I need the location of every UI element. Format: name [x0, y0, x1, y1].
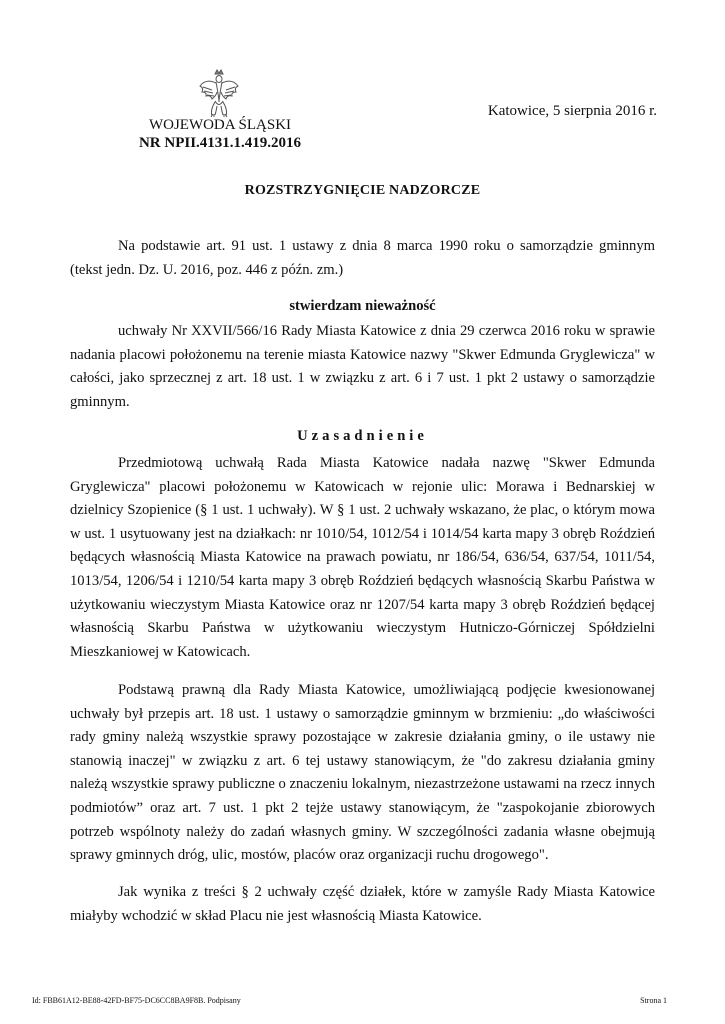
justification-paragraph-1 [70, 452, 655, 664]
p1-line-9: Mieszkaniowej w Katowicach. [70, 643, 251, 660]
resolution-paragraph [70, 320, 655, 414]
issuing-authority [120, 116, 320, 152]
authority-name: WOJEWODA ŚLĄSKI [148, 117, 292, 133]
polish-eagle-emblem-icon [198, 68, 240, 118]
p2-line-7: potrzeb wspólnoty należy do zadań własnych gminy. W szczególności zadania własne obejmują [70, 823, 655, 840]
p1-line-4: w ust. 1 usytuowany jest na działkach: nr 1010/54, 1012/54 i 1014/54 karta mapy 3 obręb Roździeń [70, 525, 655, 542]
p2-line-4: stanowią inaczej" w związku z art. 6 tej ustawy stanowiącym, że "do zakresu działania gminy [70, 752, 655, 769]
legal-basis-paragraph [70, 235, 655, 282]
resolution-line-1: uchwały Nr XXVII/566/16 Rady Miasta Katowice z dnia 29 czerwca 2016 roku w sprawie [118, 323, 655, 339]
place-and-date: Katowice, 5 sierpnia 2016 r. [487, 103, 657, 119]
p1-line-1: Przedmiotową uchwałą Rada Miasta Katowice nadała nazwę "Skwer Edmunda [118, 455, 655, 471]
document-title: ROZSTRZYGNIĘCIE NADZORCZE [244, 183, 481, 198]
page-number: Strona 1 [640, 996, 667, 1005]
resolution-line-3: całości, jako sprzecznej z art. 18 ust. 1 w związku z art. 6 i 7 ust. 1 pkt 2 ustawy o samorządzie [70, 370, 655, 387]
p1-line-6: 1013/54, 1206/54 i 1210/54 karta mapy 3 obręb Roździeń będących własnością Skarbu Państwa w [70, 572, 655, 589]
p2-line-8: sprawy gminnych dróg, ulic, mostów, placów oraz organizacji ruchu drogowego". [70, 847, 549, 864]
p1-line-3: dzielnicy Szopienice (§ 1 ust. 1 uchwały). W § 1 ust. 2 uchwały wskazano, że plac, o którym mowa [70, 502, 655, 519]
justification-paragraph-3 [70, 881, 655, 928]
resolution-line-4: gminnym. [70, 393, 130, 410]
p3-line-2: miałyby wchodzić w skład Placu nie jest własnością Miasta Katowice. [70, 907, 482, 924]
legal-basis-line-1: Na podstawie art. 91 ust. 1 ustawy z dnia 8 marca 1990 roku o samorządzie gminnym [118, 238, 655, 254]
justification-heading: Uzasadnienie [297, 428, 428, 444]
p1-line-5: będących własnością Miasta Katowice na prawach powiatu, nr 186/54, 636/54, 637/54, 1011/54, [70, 549, 655, 566]
p1-line-8: własnością Skarbu Państwa w użytkowaniu wieczystym Hutniczo-Górniczej Spółdzielni [70, 620, 655, 637]
resolution-line-2: nadania placowi położonemu na terenie miasta Katowice nazwy "Skwer Edmunda Gryglewicza" w [70, 346, 655, 363]
decision-heading: stwierdzam nieważność [289, 298, 436, 314]
p2-line-3: rady gminy należą wszystkie sprawy pozostające w zakresie działania gminy, o ile ustawy nie [70, 729, 655, 746]
p2-line-2: uchwały był przepis art. 18 ust. 1 ustawy o samorządzie gminnym w brzmieniu: „do właściwości [70, 705, 655, 722]
p3-line-1: Jak wynika z treści § 2 uchwały część działek, które w zamyśle Rady Miasta Katowice [118, 884, 655, 900]
p2-line-5: należą wszystkie sprawy publiczne o znaczeniu lokalnym, niezastrzeżone ustawami na rzecz innych [70, 776, 655, 793]
p1-line-7: użytkowaniu wieczystym Miasta Katowice oraz nr 1207/54 karta mapy 3 obręb Roździeń będącej [70, 596, 655, 613]
document-id-footer: Id: FBB61A12-BE88-42FD-BF75-DC6CC8BA9F8B. Podpisany [32, 996, 241, 1005]
p2-line-6: podmiotów” oraz art. 7 ust. 1 pkt 2 tejże ustawy stanowiącym, że "zaspokojanie zbiorowych [70, 799, 655, 816]
legal-basis-line-2: (tekst jedn. Dz. U. 2016, poz. 446 z późn. zm.) [70, 261, 344, 278]
case-number: NR NPII.4131.1.419.2016 [138, 135, 302, 151]
p1-line-2: Gryglewicza" placowi położonemu w Katowicach w rejonie ulic: Morawa i Bednarskiej w [70, 478, 655, 495]
justification-paragraph-2 [70, 679, 655, 868]
p2-line-1: Podstawą prawną dla Rady Miasta Katowice, umożliwiającą podjęcie kwesionowanej [118, 682, 655, 698]
